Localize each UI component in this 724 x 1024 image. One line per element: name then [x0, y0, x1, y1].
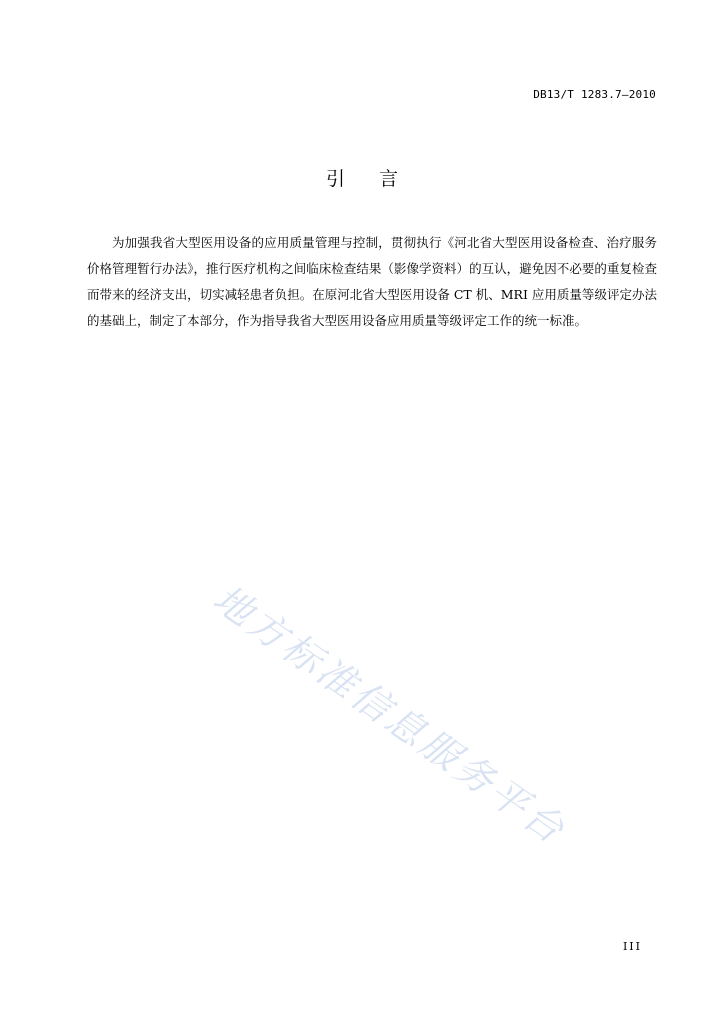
- document-code: DB13/T 1283.7—2010: [533, 88, 656, 101]
- watermark-text: 地方标准信息服务平台: [205, 576, 575, 854]
- body-paragraph: 为加强我省大型医用设备的应用质量管理与控制，贯彻执行《河北省大型医用设备检查、治疗服务价格管理暂行办法》，推行医疗机构之间临床检查结果（影像学资料）的互认，避免因不必要的重复检查而带来的经济支出，切实减轻患者负担。在原河北省大型医用设备 CT 机、MRI 应用质量等级评定办法的基础上，制定了本部分，作为指导我省大型医用设备应用质量等级评定工作的统一标准。: [87, 235, 657, 328]
- section-title: 引言: [325, 168, 432, 190]
- page-number: III: [622, 940, 642, 953]
